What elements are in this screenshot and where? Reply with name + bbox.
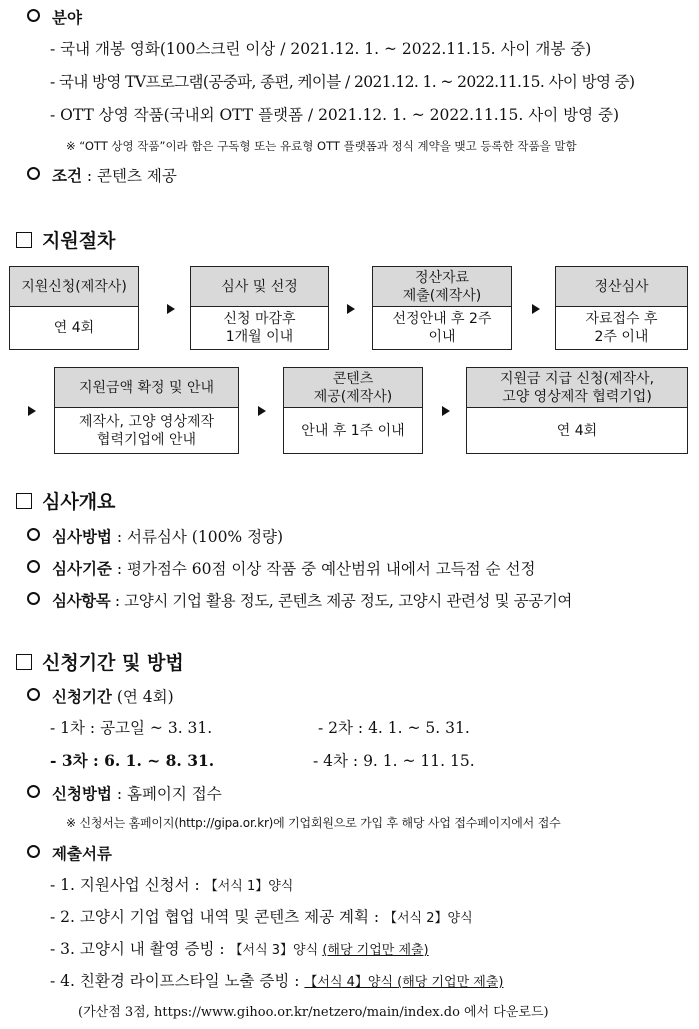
round-2: - 2차 : 4. 1. ~ 5. 31. bbox=[318, 719, 470, 737]
bullet-circle-icon bbox=[27, 528, 40, 541]
checkbox-square-icon bbox=[16, 232, 32, 248]
step-body: 안내 후 1주 이내 bbox=[301, 422, 405, 439]
bullet-circle-icon bbox=[27, 167, 40, 180]
checkbox-square-icon bbox=[16, 493, 32, 509]
step-head: 지원금 지급 신청(제작사, 고양 영상제작 협력기업) bbox=[467, 368, 687, 408]
arrow-right-icon bbox=[258, 406, 266, 416]
arrow-right-icon bbox=[347, 304, 355, 314]
apply-method: 신청방법 : 홈페이지 접수 bbox=[27, 782, 222, 804]
docs-footnote: (가산점 3점, https://www.gihoo.or.kr/netzero/main/index.do 에서 다운로드) bbox=[78, 1005, 549, 1020]
step-head: 콘텐츠 제공(제작사) bbox=[284, 368, 422, 408]
condition: 조건 : 콘텐츠 제공 bbox=[27, 164, 177, 186]
field-title: 분야 bbox=[27, 6, 82, 28]
bullet-circle-icon bbox=[27, 785, 40, 798]
apply-title: 신청기간 및 방법 bbox=[16, 648, 184, 675]
doc-3: - 3. 고양시 내 촬영 증빙 : 【서식 3】양식 (해당 기업만 제출) bbox=[50, 940, 429, 958]
arrow-right-icon bbox=[167, 304, 175, 314]
checkbox-square-icon bbox=[16, 654, 32, 670]
procedure-step-7 bbox=[466, 367, 688, 454]
arrow-right-icon bbox=[442, 406, 450, 416]
step-body: 자료접수 후 2주 이내 bbox=[585, 311, 658, 345]
step-body: 연 4회 bbox=[556, 422, 598, 439]
step-head: 정산심사 bbox=[556, 267, 687, 307]
step-head: 심사 및 선정 bbox=[191, 267, 328, 307]
arrow-right-icon bbox=[28, 406, 36, 416]
step-head: 지원금액 확정 및 안내 bbox=[55, 368, 238, 408]
doc-2: - 2. 고양시 기업 협업 내역 및 콘텐츠 제공 계획 : 【서식 2】양식 bbox=[50, 908, 473, 926]
review-method: 심사방법 : 서류심사 (100% 정량) bbox=[27, 525, 283, 547]
step-body: 신청 마감후 1개월 이내 bbox=[223, 311, 296, 345]
arrow-right-icon bbox=[532, 304, 540, 314]
bullet-circle-icon bbox=[27, 688, 40, 701]
step-body: 제작사, 고양 영상제작 협력기업에 안내 bbox=[78, 413, 215, 448]
step-head: 지원신청(제작사) bbox=[10, 267, 138, 307]
round-4: - 4차 : 9. 1. ~ 11. 15. bbox=[313, 752, 475, 770]
round-3: - 3차 : 6. 1. ~ 8. 31. bbox=[50, 751, 215, 770]
procedure-step-5 bbox=[54, 367, 239, 454]
apply-method-note: ※ 신청서는 홈페이지(http://gipa.or.kr)에 기업회원으로 가입 후 해당 사업 접수페이지에서 접수 bbox=[66, 816, 561, 830]
procedure-step-4 bbox=[555, 266, 688, 350]
procedure-step-3 bbox=[372, 266, 512, 350]
field-note: ※ “OTT 상영 작품”이라 함은 구독형 또는 유료형 OTT 플랫폼과 정식 계약을 맺고 등록한 작품을 말함 bbox=[66, 139, 577, 153]
procedure-step-1 bbox=[9, 266, 139, 350]
bullet-circle-icon bbox=[27, 560, 40, 573]
field-item-3: - OTT 상영 작품(국내외 OTT 플랫폼 / 2021.12. 1. ~ 2022.11.15. 사이 방영 중) bbox=[50, 106, 620, 124]
procedure-step-2 bbox=[190, 266, 329, 350]
procedure-step-6 bbox=[283, 367, 423, 454]
doc-1: - 1. 지원사업 신청서 : 【서식 1】양식 bbox=[50, 876, 294, 894]
round-1: - 1차 : 공고일 ~ 3. 31. bbox=[50, 719, 213, 737]
docs-title: 제출서류 bbox=[27, 842, 112, 864]
review-items: 심사항목 : 고양시 기업 활용 정도, 콘텐츠 제공 정도, 고양시 관련성 및 공공기여 bbox=[27, 589, 572, 611]
step-head: 정산자료 제출(제작사) bbox=[373, 267, 511, 307]
field-item-2: - 국내 방영 TV프로그램(공중파, 종편, 케이블 / 2021.12. 1. ~ 2022.11.15. 사이 방영 중) bbox=[50, 73, 635, 91]
apply-period: 신청기간 (연 4회) bbox=[27, 685, 174, 707]
review-criteria: 심사기준 : 평가점수 60점 이상 작품 중 예산범위 내에서 고득점 순 선정 bbox=[27, 557, 535, 579]
review-title: 심사개요 bbox=[16, 487, 115, 514]
step-body: 선정안내 후 2주 이내 bbox=[392, 311, 492, 345]
field-item-1: - 국내 개봉 영화(100스크린 이상 / 2021.12. 1. ~ 2022.11.15. 사이 개봉 중) bbox=[50, 40, 592, 58]
step-body: 연 4회 bbox=[53, 320, 95, 336]
doc-4: - 4. 친환경 라이프스타일 노출 증빙 : 【서식 4】양식 (해당 기업만 제출) bbox=[50, 972, 504, 990]
bullet-circle-icon bbox=[27, 9, 40, 22]
procedure-title: 지원절차 bbox=[16, 226, 115, 253]
bullet-circle-icon bbox=[27, 845, 40, 858]
bullet-circle-icon bbox=[27, 592, 40, 605]
